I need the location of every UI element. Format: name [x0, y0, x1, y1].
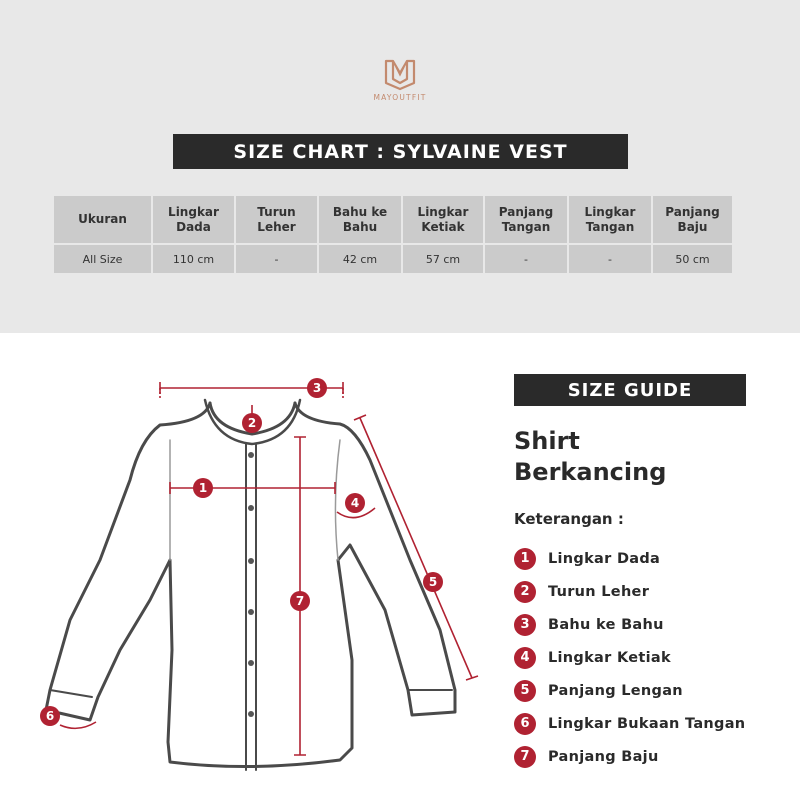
marker-2 [242, 413, 262, 433]
marker-4 [345, 493, 365, 513]
table-cell: - [569, 245, 651, 273]
svg-text:6: 6 [45, 709, 55, 723]
legend-number-badge: 7 [514, 746, 536, 768]
garment-title-line2: Berkancing [514, 458, 667, 486]
column-header: Lingkar Dada [153, 196, 234, 243]
table-body [54, 245, 732, 273]
column-header: Lingkar Ketiak [403, 196, 483, 243]
legend-label: Panjang Lengan [548, 682, 683, 699]
column-header: Turun Leher [236, 196, 317, 243]
svg-text:5: 5 [428, 575, 438, 589]
svg-text:1: 1 [198, 481, 208, 495]
garment-title [514, 426, 666, 488]
svg-text:4: 4 [350, 496, 360, 510]
legend-title: Keterangan : [514, 510, 624, 528]
measurement-lines [60, 382, 478, 755]
legend-item [514, 740, 745, 773]
mayoutfit-logo-icon [383, 57, 417, 91]
shirt-diagram [0, 340, 500, 800]
table-cell: 110 cm [153, 245, 234, 273]
column-header: Lingkar Tangan [569, 196, 651, 243]
legend-list [514, 542, 745, 773]
svg-text:3: 3 [312, 381, 322, 395]
legend-number-badge: 1 [514, 548, 536, 570]
size-guide-title: SIZE GUIDE [514, 374, 746, 406]
legend-label: Lingkar Ketiak [548, 649, 671, 666]
column-header: Ukuran [54, 196, 151, 243]
table-cell: 50 cm [653, 245, 732, 273]
legend-number-badge: 6 [514, 713, 536, 735]
legend-item [514, 641, 745, 674]
table-cell: - [236, 245, 317, 273]
buttons [248, 452, 254, 717]
table-cell: 57 cm [403, 245, 483, 273]
marker-7 [290, 591, 310, 611]
marker-5 [423, 572, 443, 592]
size-chart-title: SIZE CHART : SYLVAINE VEST [173, 134, 628, 169]
legend-item [514, 575, 745, 608]
svg-text:7: 7 [295, 594, 305, 608]
table-cell: All Size [54, 245, 151, 273]
legend-number-badge: 2 [514, 581, 536, 603]
legend-number-badge: 4 [514, 647, 536, 669]
table-row [54, 245, 732, 273]
svg-text:2: 2 [247, 416, 257, 430]
garment-title-line1: Shirt [514, 427, 580, 455]
marker-1 [193, 478, 213, 498]
legend-item [514, 707, 745, 740]
table-cell: 42 cm [319, 245, 401, 273]
legend-item [514, 674, 745, 707]
legend-label: Lingkar Bukaan Tangan [548, 715, 746, 732]
table-cell: - [485, 245, 567, 273]
legend-label: Bahu ke Bahu [548, 616, 664, 633]
legend-number-badge: 5 [514, 680, 536, 702]
legend-item [514, 608, 745, 641]
size-chart-panel [0, 0, 800, 333]
legend-label: Panjang Baju [548, 748, 659, 765]
size-table [52, 194, 734, 275]
marker-6 [40, 706, 60, 726]
legend-label: Turun Leher [548, 583, 650, 600]
table-header-row [54, 196, 732, 243]
legend-number-badge: 3 [514, 614, 536, 636]
legend-item [514, 542, 745, 575]
column-header: Panjang Tangan [485, 196, 567, 243]
column-header: Bahu ke Bahu [319, 196, 401, 243]
brand-name: MAYOUTFIT [373, 93, 427, 102]
legend-label: Lingkar Dada [548, 550, 661, 567]
marker-3 [307, 378, 327, 398]
column-header: Panjang Baju [653, 196, 732, 243]
